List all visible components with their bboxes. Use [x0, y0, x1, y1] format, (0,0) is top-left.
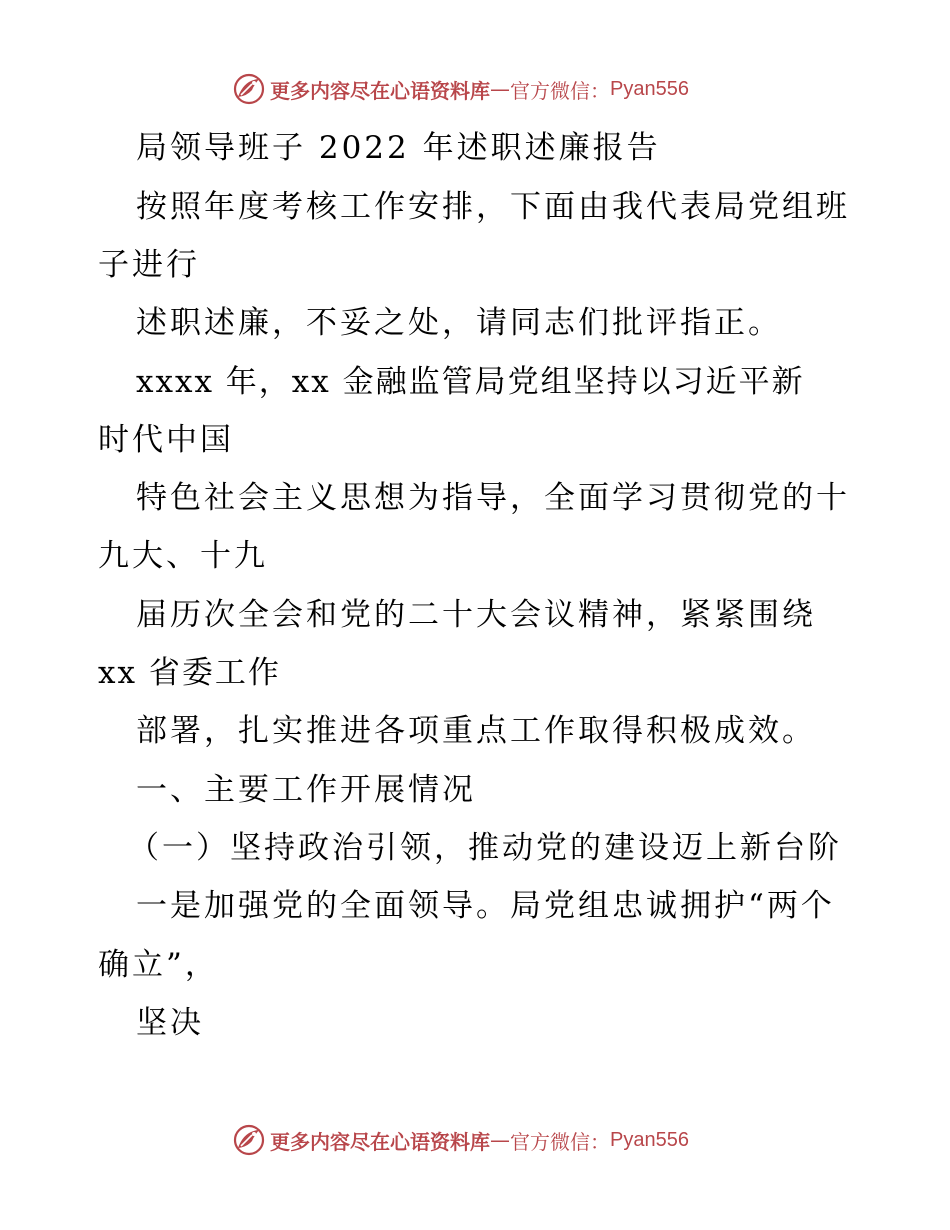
paragraph-line: 九大、十九 — [98, 538, 268, 574]
paragraph-line: xxxx 年，xx 金融监管局党组坚持以习近平新 — [136, 364, 805, 400]
header-wechat-id: Pyan556 — [610, 77, 689, 100]
paragraph-line: 坚决 — [136, 1005, 204, 1041]
paragraph-line: 确立”， — [98, 947, 219, 983]
footer-promo-text: 更多内容尽在心语资料库 — [270, 1129, 490, 1154]
footer-wechat-label: 官方微信： — [510, 1129, 610, 1154]
paragraph-line: 部署，扎实推进各项重点工作取得积极成效。 — [136, 713, 816, 749]
paragraph-line: 述职述廉，不妥之处，请同志们批评指正。 — [136, 305, 782, 341]
pen-nib-logo-icon — [232, 1123, 266, 1157]
section-heading: 一、主要工作开展情况 — [136, 772, 476, 808]
document-title: 局领导班子 2022 年述职述廉报告 — [136, 130, 661, 166]
footer-dash: — — [490, 1128, 510, 1152]
footer-watermark — [232, 1123, 689, 1157]
footer-wechat-id: Pyan556 — [610, 1128, 689, 1151]
header-promo-text: 更多内容尽在心语资料库 — [270, 78, 490, 103]
header-dash: — — [490, 77, 510, 101]
paragraph-line: 特色社会主义思想为指导，全面学习贯彻党的十 — [136, 480, 850, 516]
header-wechat-label: 官方微信： — [510, 78, 610, 103]
paragraph-line: 按照年度考核工作安排，下面由我代表局党组班 — [136, 189, 850, 225]
paragraph-line: xx 省委工作 — [98, 655, 281, 691]
paragraph-line: 一是加强党的全面领导。局党组忠诚拥护“两个 — [136, 888, 835, 924]
header-watermark — [232, 72, 689, 106]
pen-nib-logo-icon — [232, 72, 266, 106]
paragraph-line: 时代中国 — [98, 422, 234, 458]
paragraph-line: 子进行 — [98, 247, 200, 283]
paragraph-line: 届历次全会和党的二十大会议精神，紧紧围绕 — [136, 597, 816, 633]
subsection-heading: （一）坚持政治引领，推动党的建设迈上新台阶 — [128, 830, 842, 866]
